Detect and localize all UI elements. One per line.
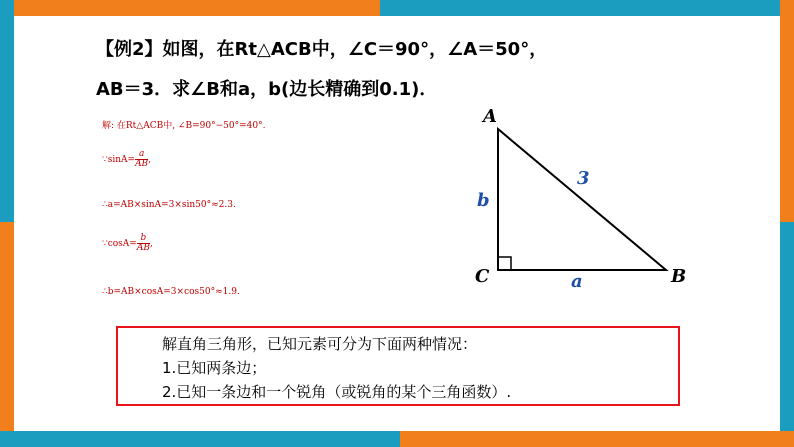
problem-line-2: AB＝3．求∠B和a，b(边长精确到0.1)．	[96, 79, 438, 100]
solution-line-3: ∴a=AB×sinA=3×sin50°≈2.3.	[102, 200, 236, 210]
summary-line-3: 2.已知一条边和一个锐角（或锐角的某个三角函数）.	[162, 383, 512, 401]
frame-right-orange	[780, 0, 794, 222]
summary-line-1: 解直角三角形，已知元素可分为下面两种情况：	[162, 335, 478, 353]
solution-line-4-suffix: ,	[149, 239, 153, 249]
summary-line-2: 1.已知两条边；	[162, 359, 267, 377]
solution-line-2-suffix: ,	[148, 155, 152, 165]
solution-line-4-prefix: ∵cosA=	[102, 239, 137, 249]
side-label-hypotenuse: 3	[577, 168, 590, 189]
vertex-label-c: C	[475, 266, 490, 287]
solution-line-2	[102, 150, 151, 169]
fraction-denominator: AB	[136, 243, 150, 253]
summary-box	[116, 326, 680, 406]
problem-line-1: 【例2】如图，在Rt△ACB中，∠C＝90°，∠A＝50°，	[96, 39, 548, 60]
frame-bottom-orange	[400, 431, 794, 447]
solution-line-4	[102, 234, 153, 253]
fraction-a-over-ab	[135, 150, 148, 169]
solution-line-2-prefix: ∵sinA=	[102, 155, 136, 165]
frame-right-teal	[780, 222, 794, 447]
fraction-numerator: a	[135, 150, 148, 160]
side-label-b: b	[477, 190, 490, 211]
vertex-label-b: B	[671, 266, 687, 287]
frame-left-orange	[0, 222, 14, 447]
vertex-label-a: A	[483, 106, 497, 127]
fraction-b-over-ab	[137, 234, 150, 253]
problem-statement	[96, 30, 696, 110]
frame-left-teal	[0, 0, 14, 222]
fraction-numerator: b	[137, 234, 150, 244]
frame-top-teal	[380, 0, 794, 16]
fraction-denominator: AB	[135, 159, 149, 169]
side-label-a: a	[571, 271, 583, 292]
solution-line-5: ∴b=AB×cosA=3×cos50°≈1.9.	[102, 287, 240, 297]
solution-line-1: 解: 在Rt△ACB中, ∠B=90°−50°=40°.	[102, 121, 266, 131]
frame-bottom-teal	[0, 431, 400, 447]
frame-top-orange	[0, 0, 380, 16]
